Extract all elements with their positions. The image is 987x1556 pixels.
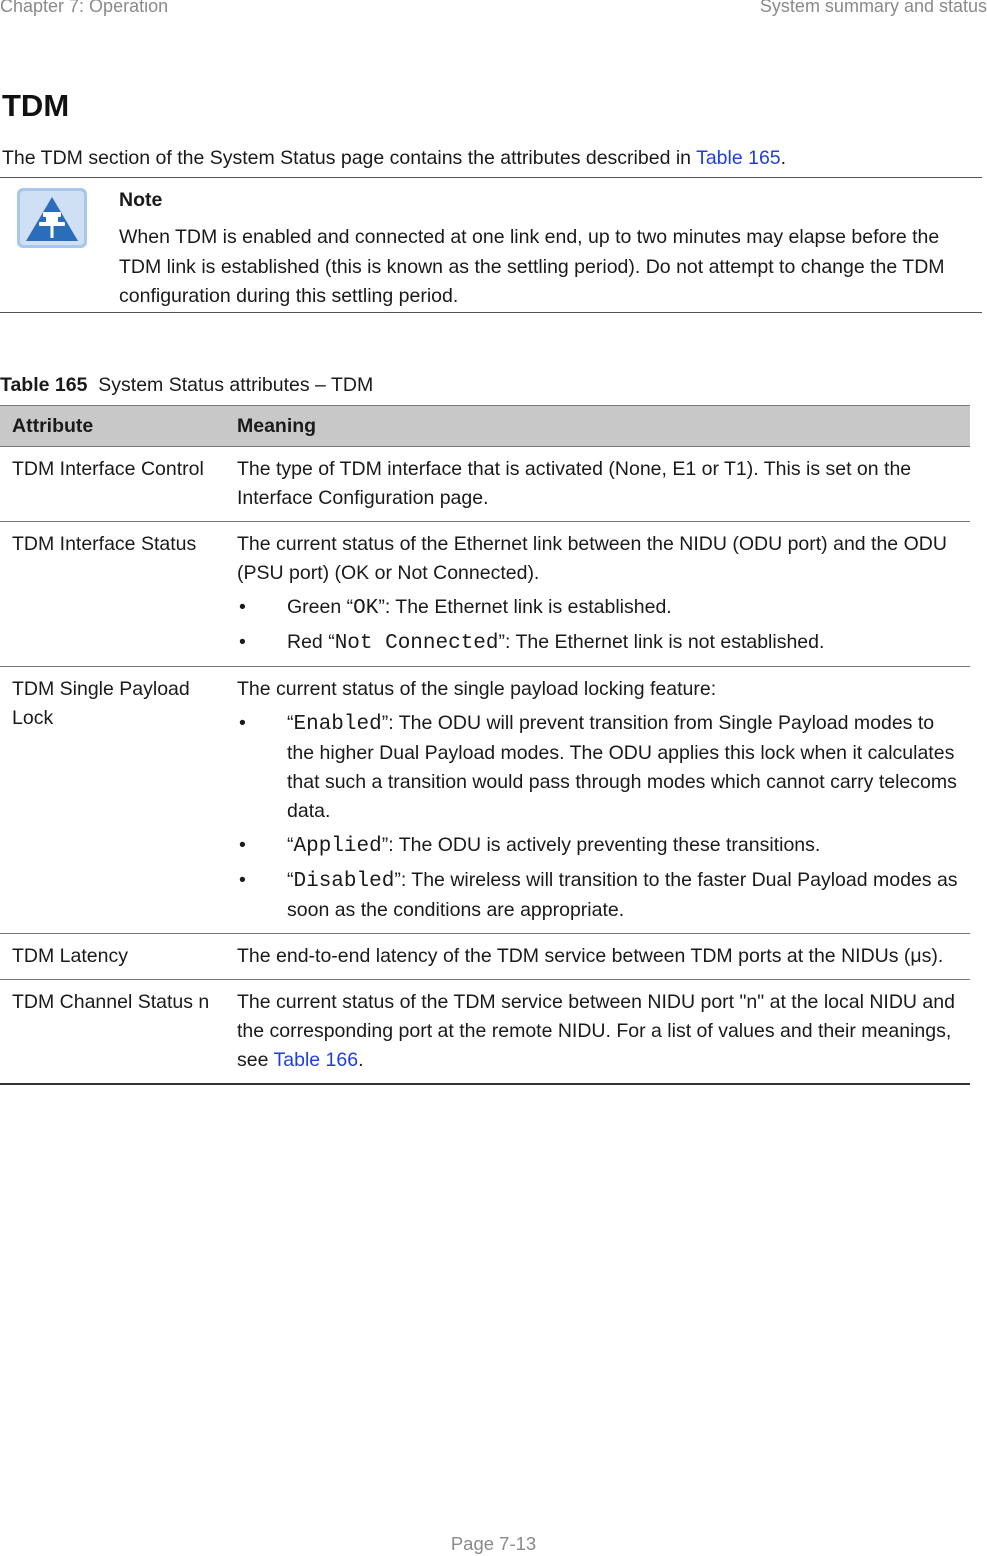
table-166-link[interactable]: Table 166: [273, 1049, 359, 1071]
meaning-text: The current status of the single payload locking feature:: [237, 678, 717, 700]
note-pin-icon: [17, 188, 87, 248]
running-header-section: System summary and status: [759, 0, 987, 16]
meaning-cell: [225, 667, 970, 934]
column-header-meaning: Meaning: [225, 406, 970, 447]
status-code: Applied: [293, 835, 382, 858]
status-code: Not Connected: [334, 632, 499, 655]
list-item: • “Disabled”: The wireless will transition to the faster Dual Payload modes as soon as the conditions are appropriate.: [237, 866, 958, 925]
intro-paragraph: [2, 146, 786, 170]
status-code: Enabled: [293, 713, 382, 736]
table-row: [0, 667, 970, 934]
bullet-icon: •: [239, 712, 246, 734]
bullet-list: [237, 709, 958, 925]
column-header-attribute: Attribute: [0, 406, 225, 447]
list-item: • “Enabled”: The ODU will prevent transition from Single Payload modes to the higher Dual Payload modes. The ODU applies this lock when it calculates that such a transition would pass through modes which cannot carry telecoms data.: [237, 709, 958, 826]
meaning-cell: [225, 522, 970, 667]
bullet-icon: •: [239, 631, 246, 653]
intro-end: .: [780, 147, 787, 169]
bullet-icon: •: [239, 834, 246, 856]
running-header-chapter: Chapter 7: Operation: [0, 0, 169, 16]
table-row: [0, 522, 970, 667]
page-number: Page 7-13: [450, 1533, 537, 1554]
attributes-table: [0, 405, 970, 1085]
section-title: TDM: [2, 88, 70, 123]
note-heading: Note: [119, 189, 163, 211]
table-caption-number: Table 165: [0, 374, 88, 396]
table-row: [0, 934, 970, 980]
list-item: • “Applied”: The ODU is actively preventing these transitions.: [237, 831, 958, 861]
status-code: Disabled: [293, 870, 395, 893]
table-header-row: [0, 406, 970, 447]
note-body: When TDM is enabled and connected at one link end, up to two minutes may elapse before the TDM link is established (this is known as the settling period). Do not attempt to change the TDM configuration during this settling period.: [119, 226, 945, 307]
meaning-cell: The current status of the TDM service between NIDU port "n" at the local NIDU and the corresponding port at the remote NIDU. For a list of values and their meanings, see Table 166.: [225, 980, 970, 1085]
status-code: OK: [353, 597, 379, 620]
table-caption-text: System Status attributes – TDM: [98, 374, 374, 396]
table-165-link[interactable]: Table 165: [696, 147, 781, 169]
table-caption: [0, 374, 373, 397]
attribute-cell: TDM Interface Control: [0, 447, 225, 522]
list-item: • Green “OK”: The Ethernet link is established.: [237, 593, 958, 623]
attribute-cell: TDM Channel Status n: [0, 980, 225, 1085]
table-row: [0, 447, 970, 522]
bullet-icon: •: [239, 596, 246, 618]
note-box: [0, 177, 982, 313]
meaning-cell: The end-to-end latency of the TDM service between TDM ports at the NIDUs (μs).: [225, 934, 970, 980]
table-row: [0, 980, 970, 1085]
attribute-cell: TDM Latency: [0, 934, 225, 980]
attribute-cell: TDM Single Payload Lock: [0, 667, 225, 934]
meaning-text: The current status of the Ethernet link between the NIDU (ODU port) and the ODU (PSU port) (OK or Not Connected).: [237, 533, 947, 584]
bullet-list: [237, 593, 958, 658]
intro-text: The TDM section of the System Status page contains the attributes described in: [2, 147, 697, 169]
bullet-icon: •: [239, 869, 246, 891]
meaning-cell: The type of TDM interface that is activated (None, E1 or T1). This is set on the Interface Configuration page.: [225, 447, 970, 522]
list-item: • Red “Not Connected”: The Ethernet link is not established.: [237, 628, 958, 658]
attribute-cell: TDM Interface Status: [0, 522, 225, 667]
